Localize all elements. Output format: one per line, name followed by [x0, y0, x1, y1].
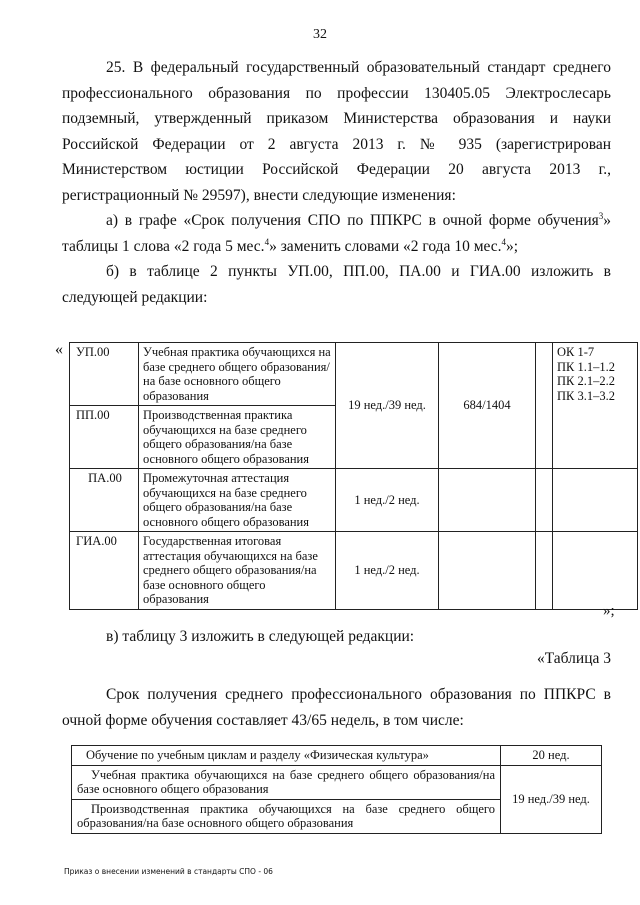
table-cell-text: Учебная практика обучающихся на базе среднего общего образования/на базе основного общего образования [72, 765, 501, 799]
table-cell-empty [439, 469, 536, 532]
table-cell-empty [536, 469, 553, 532]
table-cell-code: ПП.00 [70, 406, 139, 469]
table-cell-competencies [553, 343, 638, 469]
table-cell-value: 19 нед./39 нед. [501, 765, 602, 833]
table-cell-value: 20 нед. [501, 746, 602, 766]
table-row [70, 469, 638, 532]
table-cell-name: Промежуточная аттестация обучающихся на базе среднего общего образования/на базе основного общего образования [139, 469, 336, 532]
table-row [70, 343, 638, 406]
competency-item: ПК 1.1–1.2 [557, 359, 615, 374]
table-cell-code: УП.00 [70, 343, 139, 406]
table-cell-empty [553, 532, 638, 610]
quote-open: « [55, 341, 63, 358]
table-cell-weeks: 1 нед./2 нед. [336, 469, 439, 532]
table-cell-name: Производственная практика обучающихся на базе среднего общего образования/на базе основного общего образования [139, 406, 336, 469]
table-cell-practice-hours: 684/1404 [439, 343, 536, 469]
competency-item: ОК 1-7 [557, 345, 595, 359]
table-cell-name: Учебная практика обучающихся на базе среднего общего образования/на базе основного общего образования [139, 343, 336, 406]
table-cell-empty [553, 469, 638, 532]
table-3-intro: Срок получения среднего профессионального образования по ППКРС в очной форме обучения составляет 43/65 недель, в том числе: [62, 686, 611, 729]
table-cell-weeks: 1 нед./2 нед. [336, 532, 439, 610]
item-25-paragraph: 25. В федеральный государственный образовательный стандарт среднего профессионального образования по профессии 130405.05 Электрослесарь подземный, утвержденный приказом Министерства образования и науки Российской Федерации от 2 августа 2013 г. № 935 (зарегистрирован Министерством юстиции Российской Федерации 20 августа 2013 г., регистрационный № 29597), внести следующие изменения: [62, 59, 611, 204]
table-cell-empty [536, 532, 553, 610]
table-cell-empty [536, 343, 553, 469]
footer-note: Приказ о внесении изменений в стандарты СПО - 06 [64, 867, 273, 876]
competency-item: ПК 3.1–3.2 [557, 388, 615, 403]
table-3 [71, 745, 602, 834]
table-row [72, 746, 602, 766]
table-cell-practice-weeks: 19 нед./39 нед. [336, 343, 439, 469]
table-2-fragment [69, 342, 638, 610]
table-cell-text: Обучение по учебным циклам и разделу «Физическая культура» [72, 746, 501, 766]
item-25-subitem-v: в) таблицу 3 изложить в следующей редакции: [106, 628, 415, 645]
competency-item: ПК 2.1–2.2 [557, 374, 615, 388]
item-25-subitem-b: б) в таблице 2 пункты УП.00, ПП.00, ПА.00 и ГИА.00 изложить в следующей редакции: [62, 263, 611, 306]
table-cell-code: ПА.00 [70, 469, 139, 532]
table-3-label: «Таблица 3 [536, 650, 611, 667]
page-number: 32 [313, 27, 327, 42]
table-cell-name: Государственная итоговая аттестация обучающихся на базе среднего общего образования/на базе основного общего образования [139, 532, 336, 610]
table-cell-code: ГИА.00 [70, 532, 139, 610]
quote-close: »; [603, 603, 615, 619]
table-row [70, 532, 638, 610]
table-cell-text: Производственная практика обучающихся на базе среднего общего образования/на базе основного общего образования [72, 799, 501, 833]
item-25-subitem-a: а) в графе «Срок получения СПО по ППКРС в очной форме обучения$^3$» таблицы 1 слова «2 года 5 мес.$^4$» заменить словами «2 года 10 мес.$^4$»; [62, 210, 611, 255]
table-cell-empty [439, 532, 536, 610]
table-row [72, 765, 602, 799]
